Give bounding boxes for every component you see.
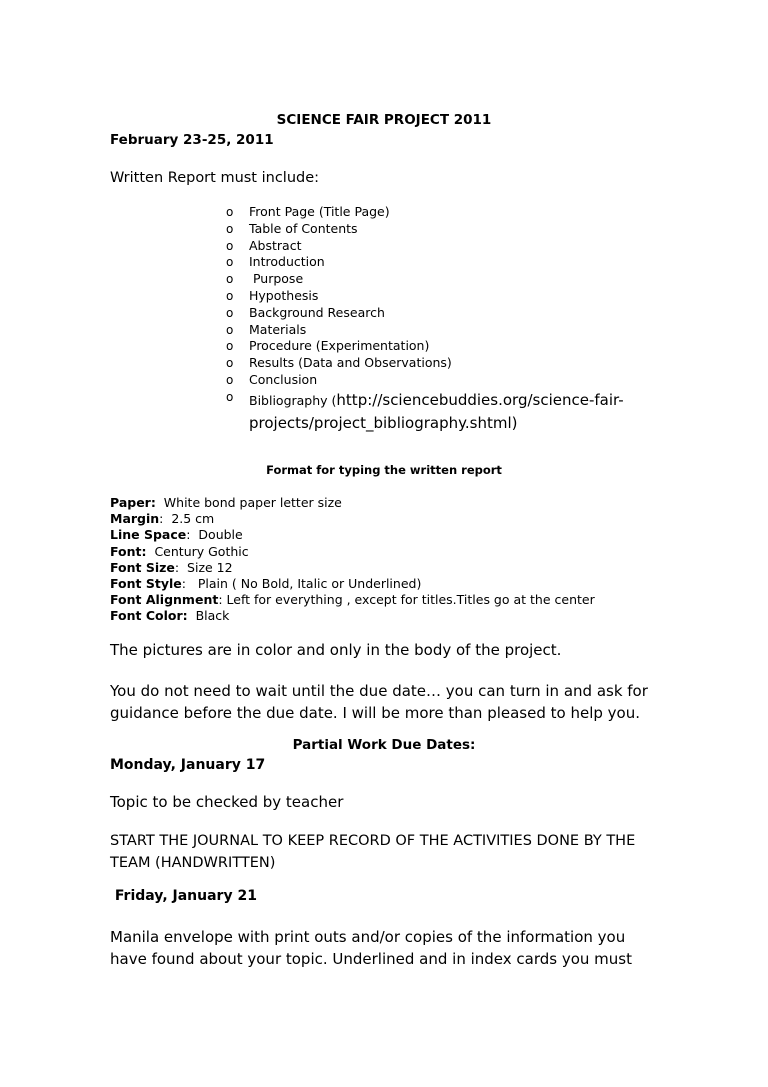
due-task-topic: Topic to be checked by teacher	[110, 793, 344, 811]
spec-value: : 2.5 cm	[159, 511, 215, 527]
due-date-monday: Monday, January 17	[110, 757, 266, 773]
bullet-icon: o	[226, 205, 234, 219]
spec-row-paper	[110, 495, 595, 511]
bibliography-text	[249, 389, 669, 435]
report-intro: Written Report must include:	[110, 170, 320, 186]
spec-label: Margin	[110, 511, 160, 527]
bullet-icon: o	[226, 221, 234, 236]
partial-due-dates-heading: Partial Work Due Dates:	[292, 737, 476, 753]
bullet-icon: o	[226, 238, 234, 253]
envelope-line: have found about your topic. Underlined and in index cards you must	[110, 949, 632, 968]
guidance-line: You do not need to wait until the due date… you can turn in and ask for	[110, 682, 648, 700]
due-task-journal	[110, 831, 635, 874]
spec-label: Font Size	[110, 559, 175, 575]
bibliography-label: Bibliography (	[249, 392, 337, 408]
bullet-icon: o	[226, 255, 234, 270]
checklist-item-text: Results (Data and Observations)	[249, 355, 452, 371]
due-task-envelope	[110, 927, 632, 970]
spec-row-margin	[110, 511, 595, 527]
checklist-item-text: Abstract	[249, 237, 302, 253]
spec-label: Paper:	[110, 495, 156, 510]
spec-label: Font Alignment	[110, 592, 219, 608]
bullet-icon: o	[226, 356, 234, 371]
journal-line: TEAM (HANDWRITTEN)	[110, 854, 276, 871]
spec-row-font-color	[110, 608, 595, 624]
spec-row-font-size	[110, 560, 595, 576]
journal-line: START THE JOURNAL TO KEEP RECORD OF THE ACTIVITIES DONE BY THE	[110, 833, 636, 849]
pictures-note: The pictures are in color and only in the body of the project.	[110, 641, 562, 659]
spec-label: Font:	[110, 543, 147, 559]
checklist-item-text: Hypothesis	[249, 287, 319, 303]
spec-row-font	[110, 544, 595, 560]
checklist-item-text: Front Page (Title Page)	[249, 204, 390, 219]
guidance-line: guidance before the due date. I will be more than pleased to help you.	[110, 703, 640, 722]
bullet-icon: o	[226, 389, 234, 404]
checklist-item-text: Introduction	[249, 254, 325, 270]
bullet-icon: o	[226, 305, 234, 320]
bibliography-url: http://sciencebuddies.org/science-fair-projects/project_bibliography.shtml)	[249, 390, 624, 432]
spec-value: Century Gothic	[146, 543, 249, 559]
spec-row-font-style	[110, 576, 595, 592]
checklist-item-text: Background Research	[249, 304, 385, 320]
bullet-icon: o	[226, 272, 234, 287]
spec-value: : Double	[186, 527, 243, 543]
spec-row-line-space	[110, 527, 595, 543]
bullet-icon: o	[226, 372, 234, 387]
spec-row-font-alignment	[110, 592, 595, 608]
guidance-note	[110, 681, 648, 724]
spec-label: Font Color:	[110, 608, 188, 624]
checklist-item-text: Materials	[249, 321, 307, 337]
bullet-icon: o	[226, 322, 234, 337]
spec-value: White bond paper letter size	[155, 495, 342, 510]
format-heading: Format for typing the written report	[266, 463, 502, 477]
spec-value: : Plain ( No Bold, Italic or Underlined)	[181, 575, 422, 591]
spec-label: Font Style	[110, 575, 182, 591]
bullet-icon: o	[226, 339, 234, 354]
spec-value: : Size 12	[174, 559, 233, 575]
checklist-item-text: Conclusion	[249, 371, 318, 387]
envelope-line: Manila envelope with print outs and/or copies of the information you	[110, 928, 626, 946]
spec-value: Black	[187, 608, 230, 624]
spec-label: Line Space	[110, 527, 187, 543]
bullet-icon: o	[226, 288, 234, 303]
spec-value: : Left for everything , except for titles.Titles go at the center	[218, 592, 595, 608]
event-dates: February 23-25, 2011	[110, 132, 274, 148]
checklist-item-text: Procedure (Experimentation)	[249, 338, 430, 354]
format-specs	[110, 495, 595, 625]
checklist-item-text: Purpose	[249, 271, 304, 287]
due-date-friday: Friday, January 21	[110, 888, 257, 904]
document-title: SCIENCE FAIR PROJECT 2011	[276, 112, 492, 128]
checklist-item-text: Table of Contents	[249, 220, 358, 236]
